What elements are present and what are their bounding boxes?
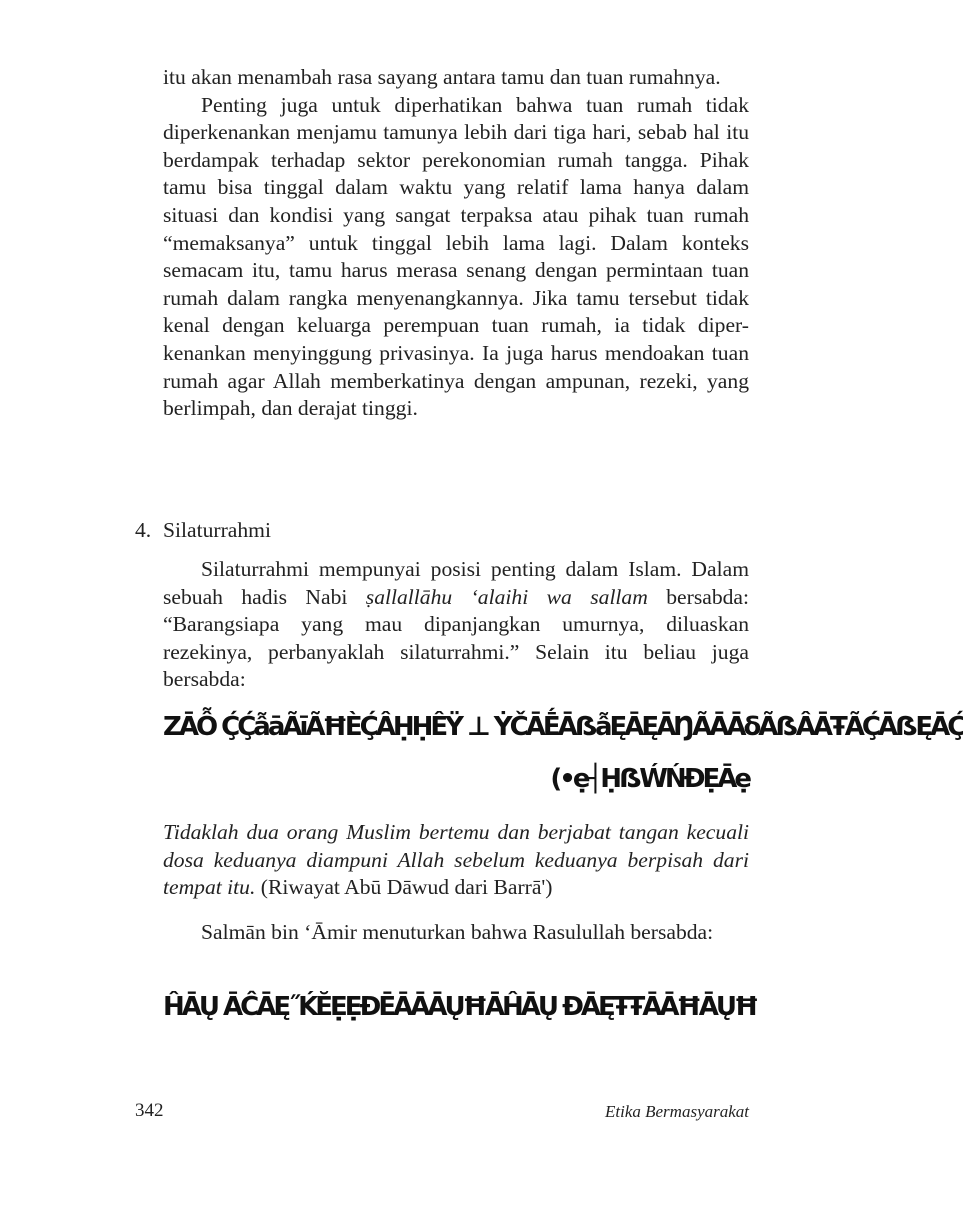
paragraph-silaturrahmi-part2: bersabda: “Barangsiapa yang mau dipanjangkan umurnya, diluaskan rezekinya, perbanyaklah silaturrahmi.” Selain itu beliau juga bersabda: [163, 584, 749, 692]
paragraph-hospitality: Penting juga untuk diperhatikan bahwa tuan rumah tidak diperkenankan menjamu tamunya lebih dari tiga hari, sebab hal itu berdampak terhadap sektor perekonomian rumah tangga. Pihak tamu bisa tinggal dalam waktu yang relatif lama hanya dalam situasi dan kondisi yang sangat terpaksa atau pihak tuan rumah “memaksanya” untuk tinggal lebih lama lagi. Dalam konteks semacam itu, tamu harus merasa senang dengan permintaan tuan rumah dalam rangka menyenangkannya. Jika tamu tersebut tidak kenal dengan keluarga perempuan tuan rumah, ia tidak diper-kenankan menyinggung privasinya. Ia juga harus mendoakan tuan rumah agar Allah memberkatinya dengan ampunan, rezeki, yang berlimpah, dan derajat tinggi. [163, 92, 749, 421]
arabic-hadith-line-2: (•ẹ┤ḤẞẂŃĐẸĀẹ [550, 764, 749, 794]
page-number: 342 [135, 1100, 164, 1121]
translation-italic: Tidaklah dua orang Muslim bertemu dan berjabat tangan kecuali dosa keduanya diampuni Allah sebelum keduanya berpisah dari tempat itu. [163, 820, 749, 900]
translation-source: (Riwayat Abū Dāwud dari Barrā') [255, 875, 553, 900]
translation-block [163, 819, 749, 902]
paragraph-silaturrahmi-part1: Silaturrahmi mempunyai posisi penting dalam Islam. Dalam sebuah hadis Nabi [163, 557, 749, 609]
paragraph-salman: Salmān bin ‘Āmir menuturkan bahwa Rasulullah bersabda: [201, 920, 714, 944]
section-title: Silaturrahmi [163, 518, 271, 542]
salman-block [163, 919, 749, 947]
paragraph-continuation: itu akan menambah rasa sayang antara tamu dan tuan rumahnya. [163, 65, 721, 89]
salawat-italic: ṣallallāhu ‘alaihi wa sallam [365, 584, 648, 609]
arabic-hadith-line-1: ZĀỖ ḈḈẫāÃīÃĦÈḈÂḤḤÊŸ ⊥ ẎČĀḖĀẞẫĘĀĘĀŊÃĀĀẟÃẞÂĀŦÃḈĀẞĘĀḈ [163, 712, 963, 742]
hadith-translation [163, 819, 749, 902]
section-number: 4. [135, 518, 152, 542]
paragraph-silaturrahmi [163, 556, 749, 694]
silaturrahmi-block [163, 556, 749, 694]
section-heading [135, 516, 271, 544]
top-text-block [163, 64, 749, 423]
arabic-hadith-line-3: ĤĀŲ ĀĈĀĘ˝ḰĔẸẸĐĒĀĀĀŲĦĀĤĀŲ ĐĀĘŦŦĀĀĦĀŲĦ [163, 992, 757, 1022]
running-title: Etika Bermasyarakat [605, 1102, 749, 1121]
